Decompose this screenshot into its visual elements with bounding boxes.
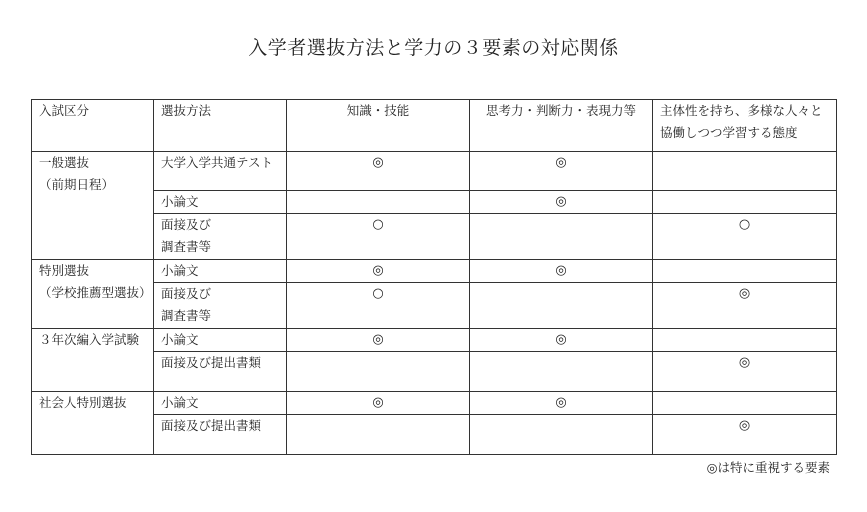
thinking-mark: ◎ (470, 260, 653, 283)
header-attitude (653, 100, 837, 152)
table-row (32, 329, 837, 352)
footnote: ◎は特に重視する要素 (706, 460, 830, 475)
method-cell: 面接及び提出書類 (154, 352, 287, 392)
method-cell: 面接及び提出書類 (154, 415, 287, 455)
method-cell (154, 214, 287, 260)
category-label: ３年次編入学試験 (39, 332, 140, 347)
thinking-mark (470, 415, 653, 455)
method-cell: 小論文 (154, 392, 287, 415)
attitude-mark (653, 152, 837, 191)
thinking-mark: ◎ (470, 191, 653, 214)
knowledge-mark (287, 415, 470, 455)
knowledge-mark: ◎ (287, 392, 470, 415)
method-cell (154, 283, 287, 329)
attitude-mark (653, 329, 837, 352)
method-cell: 小論文 (154, 260, 287, 283)
category-sublabel: （学校推薦型選抜） (39, 285, 152, 300)
thinking-mark: ◎ (470, 152, 653, 191)
knowledge-mark: ○ (287, 214, 470, 260)
table-row (32, 152, 837, 191)
method-cell: 小論文 (154, 329, 287, 352)
selection-table (31, 99, 837, 455)
knowledge-mark: ◎ (287, 260, 470, 283)
attitude-mark: ◎ (653, 352, 837, 392)
header-attitude-line1: 主体性を持ち、多様な人々と (660, 103, 823, 118)
table-row (32, 392, 837, 415)
thinking-mark (470, 352, 653, 392)
attitude-mark (653, 260, 837, 283)
method-line1: 面接及び (161, 286, 212, 301)
header-knowledge: 知識・技能 (287, 100, 470, 152)
knowledge-mark (287, 352, 470, 392)
header-thinking: 思考力・判断力・表現力等 (470, 100, 653, 152)
header-row (32, 100, 837, 152)
knowledge-mark: ◎ (287, 152, 470, 191)
thinking-mark (470, 214, 653, 260)
thinking-mark: ◎ (470, 392, 653, 415)
method-cell: 小論文 (154, 191, 287, 214)
header-method: 選抜方法 (154, 100, 287, 152)
category-cell (32, 260, 154, 329)
attitude-mark: ◎ (653, 283, 837, 329)
category-sublabel: （前期日程） (39, 177, 115, 192)
attitude-mark: ○ (653, 214, 837, 260)
thinking-mark: ◎ (470, 329, 653, 352)
category-cell (32, 392, 154, 455)
method-line2: 調査書等 (161, 308, 212, 323)
table-row (32, 260, 837, 283)
category-cell (32, 329, 154, 392)
knowledge-mark (287, 191, 470, 214)
attitude-mark (653, 392, 837, 415)
category-label: 一般選抜 (39, 155, 90, 170)
category-label: 特別選抜 (39, 263, 90, 278)
method-line2: 調査書等 (161, 239, 212, 254)
page-title: 入学者選抜方法と学力の３要素の対応関係 (248, 37, 619, 59)
attitude-mark: ◎ (653, 415, 837, 455)
header-attitude-line2: 協働しつつ学習する態度 (660, 125, 798, 140)
method-cell: 大学入学共通テスト (154, 152, 287, 191)
category-label: 社会人特別選抜 (39, 395, 127, 410)
thinking-mark (470, 283, 653, 329)
knowledge-mark: ○ (287, 283, 470, 329)
method-line1: 面接及び (161, 217, 212, 232)
knowledge-mark: ◎ (287, 329, 470, 352)
attitude-mark (653, 191, 837, 214)
header-category: 入試区分 (32, 100, 154, 152)
category-cell (32, 152, 154, 260)
